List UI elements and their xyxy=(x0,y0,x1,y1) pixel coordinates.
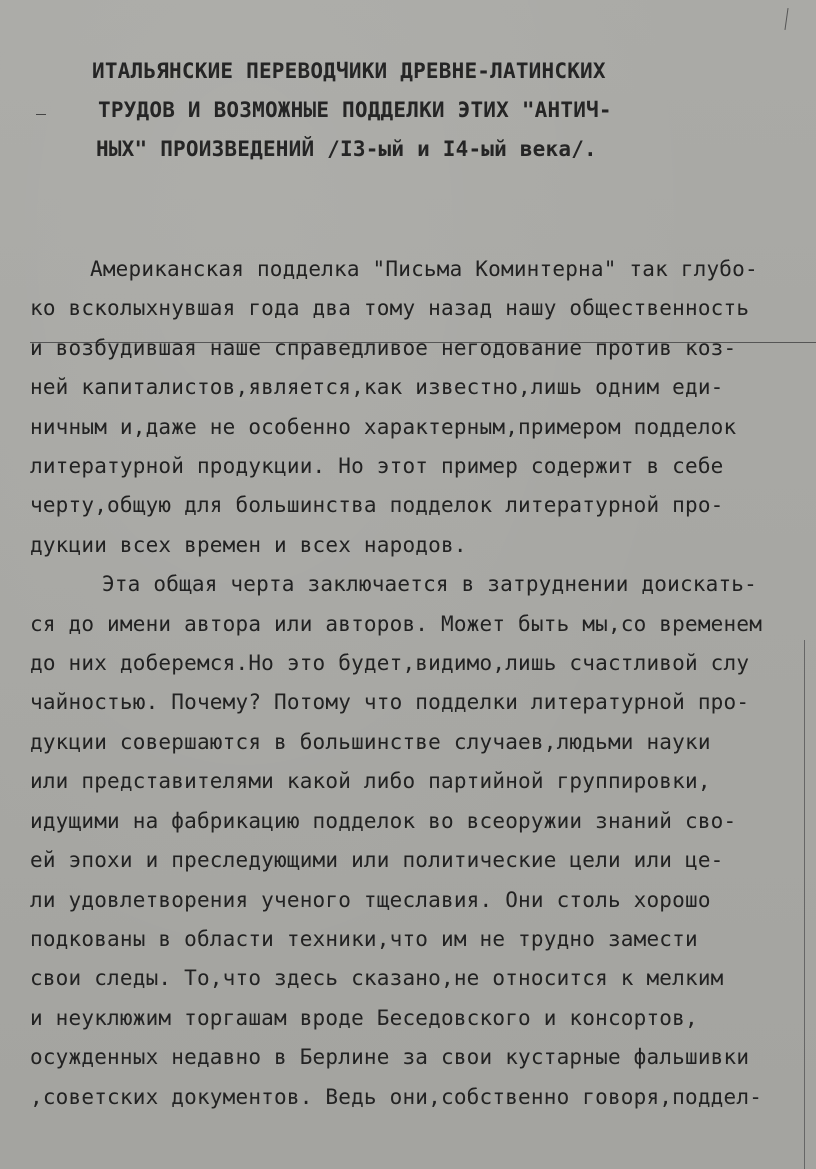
body-line: ли удовлетворения ученого тщеславия. Они столь хорошо xyxy=(30,887,711,912)
margin-dash xyxy=(36,114,46,115)
margin-tick-mark xyxy=(784,8,788,30)
body-line: дукции всех времен и всех народов. xyxy=(30,532,467,557)
page-edge-line xyxy=(804,640,805,1169)
body-line: ничным и,даже не особенно характерным,примером подделок xyxy=(30,414,737,439)
body-line: ся до имени автора или авторов. Может быть мы,со временем xyxy=(30,611,763,636)
body-line: подкованы в области техники,что им не трудно замести xyxy=(30,926,698,951)
title-line: ТРУДОВ И ВОЗМОЖНЫЕ ПОДДЕЛКИ ЭТИХ "АНТИЧ- xyxy=(98,98,612,122)
title-line: ИТАЛЬЯНСКИЕ ПЕРЕВОДЧИКИ ДРЕВНЕ-ЛАТИНСКИХ xyxy=(92,59,606,83)
document-title xyxy=(92,52,732,169)
body-line: Эта общая черта заключается в затруднении доискать- xyxy=(102,572,757,597)
body-line: литературной продукции. Но этот пример содержит в себе xyxy=(30,454,724,479)
body-line: и возбудившая наше справедливое негодование против коз- xyxy=(30,335,737,360)
body-line: чайностью. Почему? Потому что подделки литературной про- xyxy=(30,690,750,715)
body-line: и неуклюжим торгашам вроде Беседовского и консортов, xyxy=(30,1005,698,1030)
body-line: ней капиталистов,является,как известно,лишь одним еди- xyxy=(30,375,724,400)
body-line: Американская подделка "Письма Коминтерна" так глубо- xyxy=(90,257,758,281)
body-line: ,советских документов. Ведь они,собственно говоря,поддел- xyxy=(30,1084,763,1109)
title-line: НЫХ" ПРОИЗВЕДЕНИЙ /I3-ый и I4-ый века/. xyxy=(96,137,597,161)
body-line: идущими на фабрикацию подделок во всеоружии знаний сво- xyxy=(30,808,737,833)
body-line: до них доберемся.Но это будет,видимо,лишь счастливой слу xyxy=(30,651,750,676)
document-body xyxy=(30,250,816,1117)
body-line: свои следы. То,что здесь сказано,не относится к мелким xyxy=(30,966,724,991)
body-line: осужденных недавно в Берлине за свои кустарные фальшивки xyxy=(30,1045,750,1070)
body-line: дукции совершаются в большинстве случаев,людьми науки xyxy=(30,729,711,754)
body-line: ей эпохи и преследующими или политические цели или це- xyxy=(30,848,724,873)
body-line: или представителями какой либо партийной группировки, xyxy=(30,769,711,794)
body-line: ко всколыхнувшая года два тому назад нашу общественность xyxy=(30,296,750,321)
body-line: черту,общую для большинства подделок литературной про- xyxy=(30,493,724,518)
